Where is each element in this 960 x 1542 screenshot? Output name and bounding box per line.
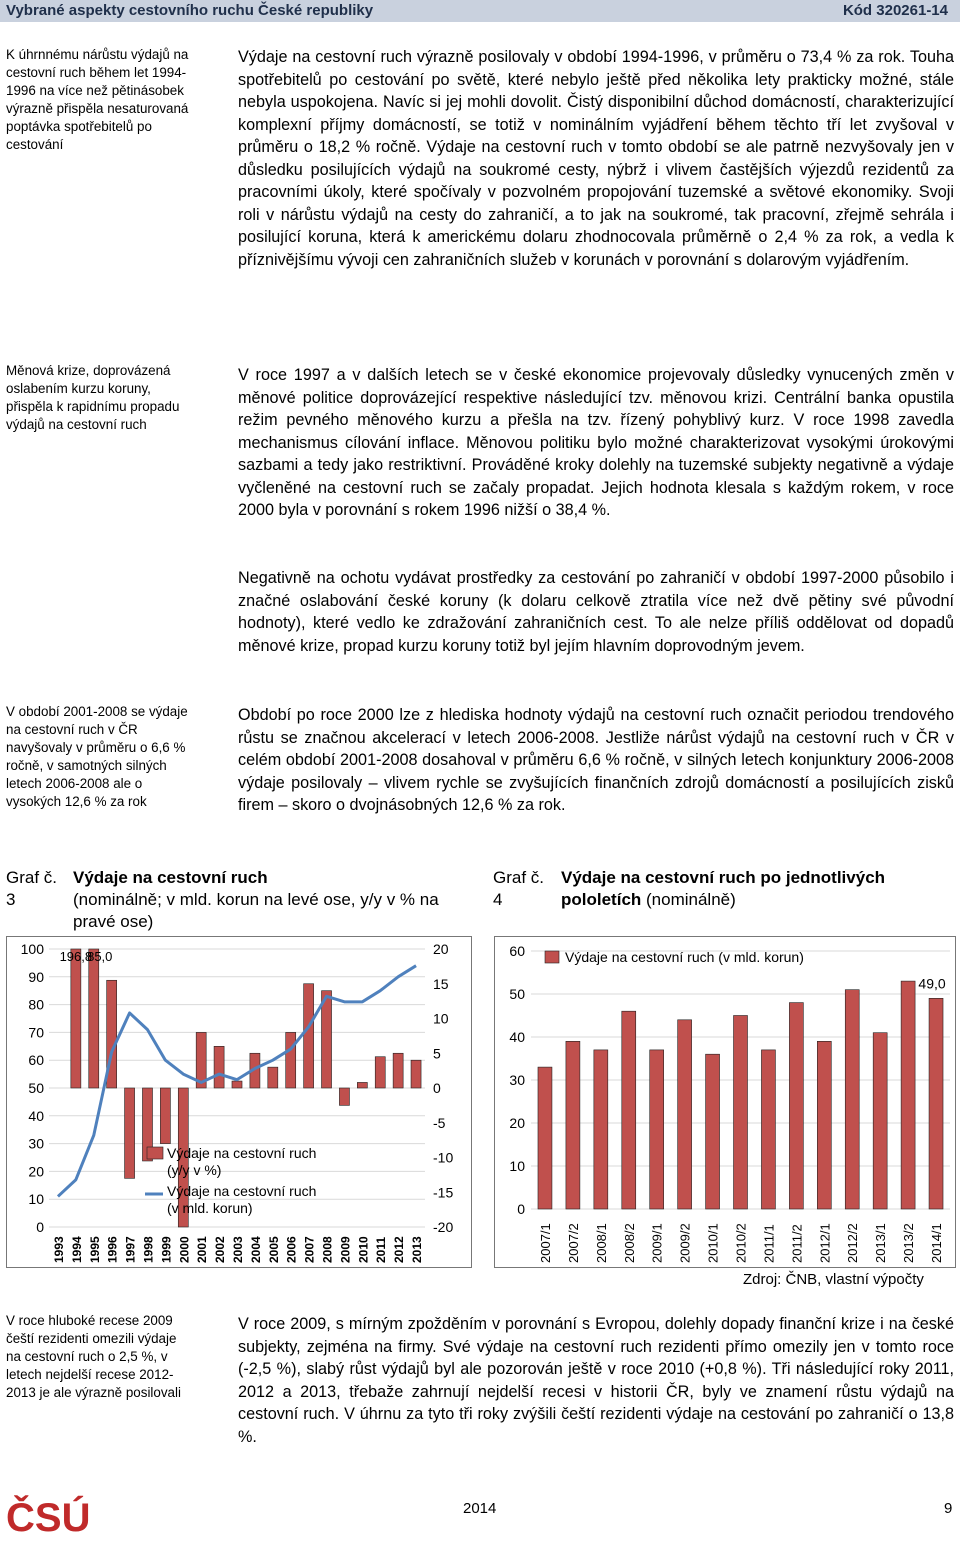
chart-3-svg xyxy=(7,937,471,1267)
chart4-x-tick: 2007/2 xyxy=(565,1223,581,1263)
chart3-x-tick: 1996 xyxy=(105,1236,120,1263)
chart3-bar xyxy=(411,1060,421,1088)
chart3-bar xyxy=(286,1032,296,1088)
chart4-bar xyxy=(873,1033,887,1209)
chart3-left-tick: 40 xyxy=(28,1107,44,1124)
csu-logo-icon xyxy=(6,1495,96,1537)
chart3-x-tick: 2001 xyxy=(195,1236,210,1263)
chart4-bar xyxy=(789,1003,803,1209)
chart4-x-tick: 2010/2 xyxy=(733,1223,749,1263)
chart4-x-tick: 2011/1 xyxy=(761,1224,777,1263)
chart4-bar xyxy=(761,1050,775,1209)
chart4-x-tick: 2012/1 xyxy=(817,1223,833,1263)
chart4-x-tick: 2013/2 xyxy=(901,1223,917,1263)
footer-year: 2014 xyxy=(463,1500,497,1517)
paragraph-3: Negativně na ochotu vydávat prostředky za cestování po zahraničí v období 1997-2000 působilo i značné oslabování české koruny (k dolaru celkově ztratila více než dvě pětiny své původní hodnoty), které vedlo ke zdražování zahraničních cest. To ale nelze příliš oddělovat od dopadů měnové krize, propad kurzu koruny totiž byl jejím hlavním doprovodným jevem. xyxy=(238,569,954,655)
chart3-x-tick: 2010 xyxy=(356,1236,371,1263)
chart3-bar xyxy=(268,1067,278,1088)
chart3-x-tick: 2004 xyxy=(248,1236,263,1263)
chart3-bar xyxy=(339,1088,349,1105)
chart4-y-tick: 40 xyxy=(509,1029,525,1045)
chart3-right-tick: -10 xyxy=(433,1149,454,1166)
paragraph-2: V roce 1997 a v dalších letech se v české ekonomice projevovaly důsledky vynucených změn v měnové politice doprovázející respektive následující tzv. měnovou krizi. Centrální banka opustila režim pevného měnového kurzu a přešla na tzv. řízený pohyblivý kurz. V roce 1998 zavedla mechanismus cílování inflace. Měnovou politiku bylo možné charakterizovat vysokými úrokovými sazbami a tedy jako restriktivní. Prováděné kroky dolehly na tuzemské subjekty negativně a výdaje vyčleněné na cestovní ruch se začaly propadat. Jejich hodnota klesala s každým rokem, v roce 2000 byla v porovnání s rokem 1996 nižší o 38,4 %. xyxy=(238,366,954,519)
chart4-bar xyxy=(566,1041,580,1209)
chart3-x-tick: 1994 xyxy=(69,1236,84,1263)
chart3-right-tick: -15 xyxy=(433,1184,454,1201)
chart3-legend-label: Výdaje na cestovní ruch xyxy=(167,1145,317,1161)
chart3-right-tick: 0 xyxy=(433,1080,441,1096)
chart3-x-tick: 2009 xyxy=(338,1236,353,1263)
chart4-x-tick: 2007/1 xyxy=(537,1223,553,1263)
chart3-x-tick: 1999 xyxy=(159,1236,174,1263)
chart3-x-tick: 1998 xyxy=(141,1236,156,1263)
chart4-y-tick: 30 xyxy=(509,1072,525,1088)
chart3-x-tick: 2005 xyxy=(266,1236,281,1263)
chart3-bar xyxy=(89,949,99,1088)
chart3-x-tick: 2012 xyxy=(392,1236,407,1263)
chart3-x-tick: 2011 xyxy=(374,1236,389,1263)
chart3-x-tick: 2003 xyxy=(231,1236,245,1263)
chart4-x-tick: 2010/1 xyxy=(705,1223,721,1263)
chart3-x-tick: 2000 xyxy=(177,1236,192,1263)
page-header xyxy=(0,0,960,22)
graf4-subtitle: (nominálně) xyxy=(646,890,736,909)
graf4-label: Graf č. 4 xyxy=(493,868,545,909)
chart3-x-tick: 1995 xyxy=(87,1236,102,1263)
chart4-bar xyxy=(678,1020,692,1209)
header-title: Vybrané aspekty cestovního ruchu České republiky xyxy=(6,2,374,19)
chart3-x-tick: 2008 xyxy=(320,1236,335,1263)
chart4-bar xyxy=(650,1050,664,1209)
chart3-bar xyxy=(125,1088,135,1178)
paragraph-5: V roce 2009, s mírným zpožděním v porovnání s Evropou, dolehly dopady finanční krize i na české subjekty, zejména na firmy. Své výdaje na cestovní ruch rezidenti přímo omezily jen v tomto roce (-2,5 %), slabý růst výdajů byl ale pozorován ještě v roce 2010 (+0,8 %). Tři následující roky 2011, 2012 a 2013, třebaže zahrnují nejdelší recesi v historii ČR, byly ve znamení růstu výdajů na cestovní ruch. V úhrnu za tyto tři roky zvýšili čeští rezidenti výdaje na cestování po zahraničí o 13,8 %. xyxy=(238,1315,954,1446)
chart3-right-tick: -20 xyxy=(433,1219,454,1235)
chart3-x-tick: 2013 xyxy=(410,1236,425,1263)
side-note-2: Měnová krize, doprovázená oslabením kurzu koruny, přispěla k rapidnímu propadu výdajů na cestovní ruch xyxy=(6,363,180,432)
chart4-bar xyxy=(734,1016,748,1210)
chart3-bar xyxy=(322,991,332,1088)
chart3-bar xyxy=(304,984,314,1088)
chart3-left-tick: 70 xyxy=(28,1024,44,1041)
chart4-bar xyxy=(594,1050,608,1209)
chart4-x-tick: 2009/1 xyxy=(649,1223,665,1263)
chart3-x-tick: 2006 xyxy=(284,1236,299,1263)
side-note-3: V období 2001-2008 se výdaje na cestovní ruch v ČR navyšovaly v průměru o 6,6 % ročně, v samotných silných letech 2006-2008 ale o vysokých 12,6 % za rok xyxy=(6,704,188,809)
chart4-bar xyxy=(622,1011,636,1209)
chart3-right-tick: 20 xyxy=(433,941,449,957)
side-note-1: K úhrnnému nárůstu výdajů na cestovní ruch během let 1994-1996 na více než pětinásobek výrazně přispěla nesaturovaná poptávka spotřebitelů po cestování xyxy=(6,47,189,152)
chart4-x-tick: 2012/2 xyxy=(845,1223,861,1263)
chart3-right-tick: 5 xyxy=(433,1045,441,1062)
side-note-4: V roce hluboké recese 2009 čeští rezidenti omezili výdaje na cestovní ruch o 2,5 %, v letech nejdelší recese 2012-2013 je ale výrazně posilovali xyxy=(6,1313,181,1400)
footer-page: 9 xyxy=(944,1500,953,1517)
chart4-bar xyxy=(817,1041,831,1209)
chart4-x-tick: 2013/1 xyxy=(873,1223,889,1263)
graf3-title: Výdaje na cestovní ruch xyxy=(73,868,268,887)
chart3-legend-label: Výdaje na cestovní ruch xyxy=(167,1183,317,1199)
chart3-left-tick: 90 xyxy=(28,968,44,985)
chart4-bar xyxy=(538,1067,552,1209)
chart3-right-tick: -5 xyxy=(433,1114,446,1131)
chart4-y-tick: 60 xyxy=(509,943,525,959)
chart3-annotation: 196,8 xyxy=(59,949,93,964)
chart3-left-tick: 10 xyxy=(28,1191,44,1208)
chart3-left-tick: 0 xyxy=(36,1219,44,1235)
chart3-legend-label-unit: (v mld. korun) xyxy=(167,1200,253,1216)
chart3-left-tick: 100 xyxy=(20,941,44,957)
chart3-left-tick: 60 xyxy=(28,1052,44,1069)
chart3-bar xyxy=(232,1081,242,1088)
chart-4-svg xyxy=(495,937,955,1267)
chart4-x-tick: 2011/2 xyxy=(789,1224,805,1263)
chart3-bar xyxy=(357,1082,367,1088)
chart3-x-tick: 2002 xyxy=(213,1236,228,1263)
chart4-x-tick: 2008/1 xyxy=(593,1223,609,1263)
chart3-left-tick: 20 xyxy=(28,1163,44,1180)
paragraph-4: Období po roce 2000 lze z hlediska hodnoty výdajů na cestovní ruch označit periodou trendového růstu se značnou akcelerací v letech 2006-2008. Jestliže nárůst výdajů na cestovní ruch v ČR v celém období 2001-2008 dosahoval v průměru 6,6 % ročně, v silných letech konjunktury 2006-2008 výdaje posilovaly – vlivem rychle se zvyšujících finančních zdrojů domácností a posilujících zisků firem – skoro o dvojnásobných 12,6 % za rok. xyxy=(238,706,954,814)
chart4-x-tick: 2014/1 xyxy=(929,1223,945,1263)
chart3-right-tick: 15 xyxy=(433,975,449,992)
paragraph-1: Výdaje na cestovní ruch výrazně posilovaly v období 1994-1996, v průměru o 73,4 % za rok. Touha spotřebitelů po cestování po světě, které nebylo ještě před několika lety prakticky možné, stále nebyla uspokojena. Navíc si jej mohli dovolit. Čistý disponibilní důchod domácností, charakterizující komplexní příjmy domácností, se totiž v nominálním vyjádření během těchto tří let zvyšoval v průměru o 18,2 % ročně. Výdaje na cestovní ruch v tomto období se ale patrně nezvyšovaly jen v důsledku posilujících výdajů na soukromé cesty, nýbrž i vlivem častějších výjezdů rezidentů za pracovními úkoly, které spočívaly v pozvolném propojování tuzemské a světové ekonomiky. Svoji roli v nárůstu výdajů na cesty do zahraničí, a to jak na soukromé, tak pracovní, zřejmě sehrála i posilující koruna, která k americkému dolaru zhodnocovala průměrně o 2,4 % za rok, a vedla k příznivějšímu vývoji cen zahraničních služeb v korunách v porovnání s dolarovým vyjádřením. xyxy=(238,48,954,269)
graf3-label: Graf č. 3 xyxy=(6,868,58,909)
chart3-legend-label-unit: (y/y v %) xyxy=(167,1162,222,1178)
chart3-legend-swatch-bar xyxy=(147,1147,163,1159)
chart4-bar xyxy=(929,998,943,1209)
chart3-left-tick: 50 xyxy=(28,1080,44,1096)
chart4-legend-label: Výdaje na cestovní ruch (v mld. korun) xyxy=(565,949,804,965)
chart4-y-tick: 10 xyxy=(509,1158,525,1174)
chart3-bar xyxy=(160,1088,170,1144)
chart4-annotation: 49,0 xyxy=(918,975,946,992)
chart3-bar xyxy=(393,1053,403,1088)
chart4-y-tick: 0 xyxy=(517,1201,525,1217)
chart3-right-tick: 10 xyxy=(433,1010,449,1027)
chart3-bar xyxy=(375,1057,385,1088)
chart3-x-tick: 2007 xyxy=(302,1236,317,1263)
chart4-bar xyxy=(845,990,859,1209)
chart3-bar xyxy=(214,1046,224,1088)
chart3-left-tick: 30 xyxy=(28,1135,44,1152)
chart3-left-tick: 80 xyxy=(28,996,44,1013)
graf4-heading xyxy=(561,867,956,911)
csu-logo-text: ČSÚ xyxy=(6,1496,91,1537)
source-note: Zdroj: ČNB, vlastní výpočty xyxy=(743,1271,924,1288)
chart3-x-tick: 1997 xyxy=(123,1236,138,1263)
graf4-title: Výdaje na cestovní ruch po jednotlivých pololetích xyxy=(561,868,886,909)
chart3-annotation: 85,0 xyxy=(87,949,113,964)
chart3-x-tick: 1993 xyxy=(51,1236,66,1263)
chart-4 xyxy=(494,936,956,1268)
chart4-y-tick: 20 xyxy=(509,1115,525,1131)
graf3-heading xyxy=(73,867,473,933)
chart4-legend-swatch xyxy=(545,951,559,963)
chart-3 xyxy=(6,936,472,1268)
header-code: Kód 320261-14 xyxy=(842,2,948,19)
csu-logo xyxy=(6,1495,96,1537)
chart4-x-tick: 2009/2 xyxy=(677,1223,693,1263)
chart4-y-tick: 50 xyxy=(509,986,525,1002)
graf3-subtitle: (nominálně; v mld. korun na levé ose, y/y v % na pravé ose) xyxy=(73,890,439,931)
chart4-bar xyxy=(706,1054,720,1209)
chart3-bar xyxy=(71,949,81,1088)
chart4-bar xyxy=(901,981,915,1209)
chart4-x-tick: 2008/2 xyxy=(621,1223,637,1263)
